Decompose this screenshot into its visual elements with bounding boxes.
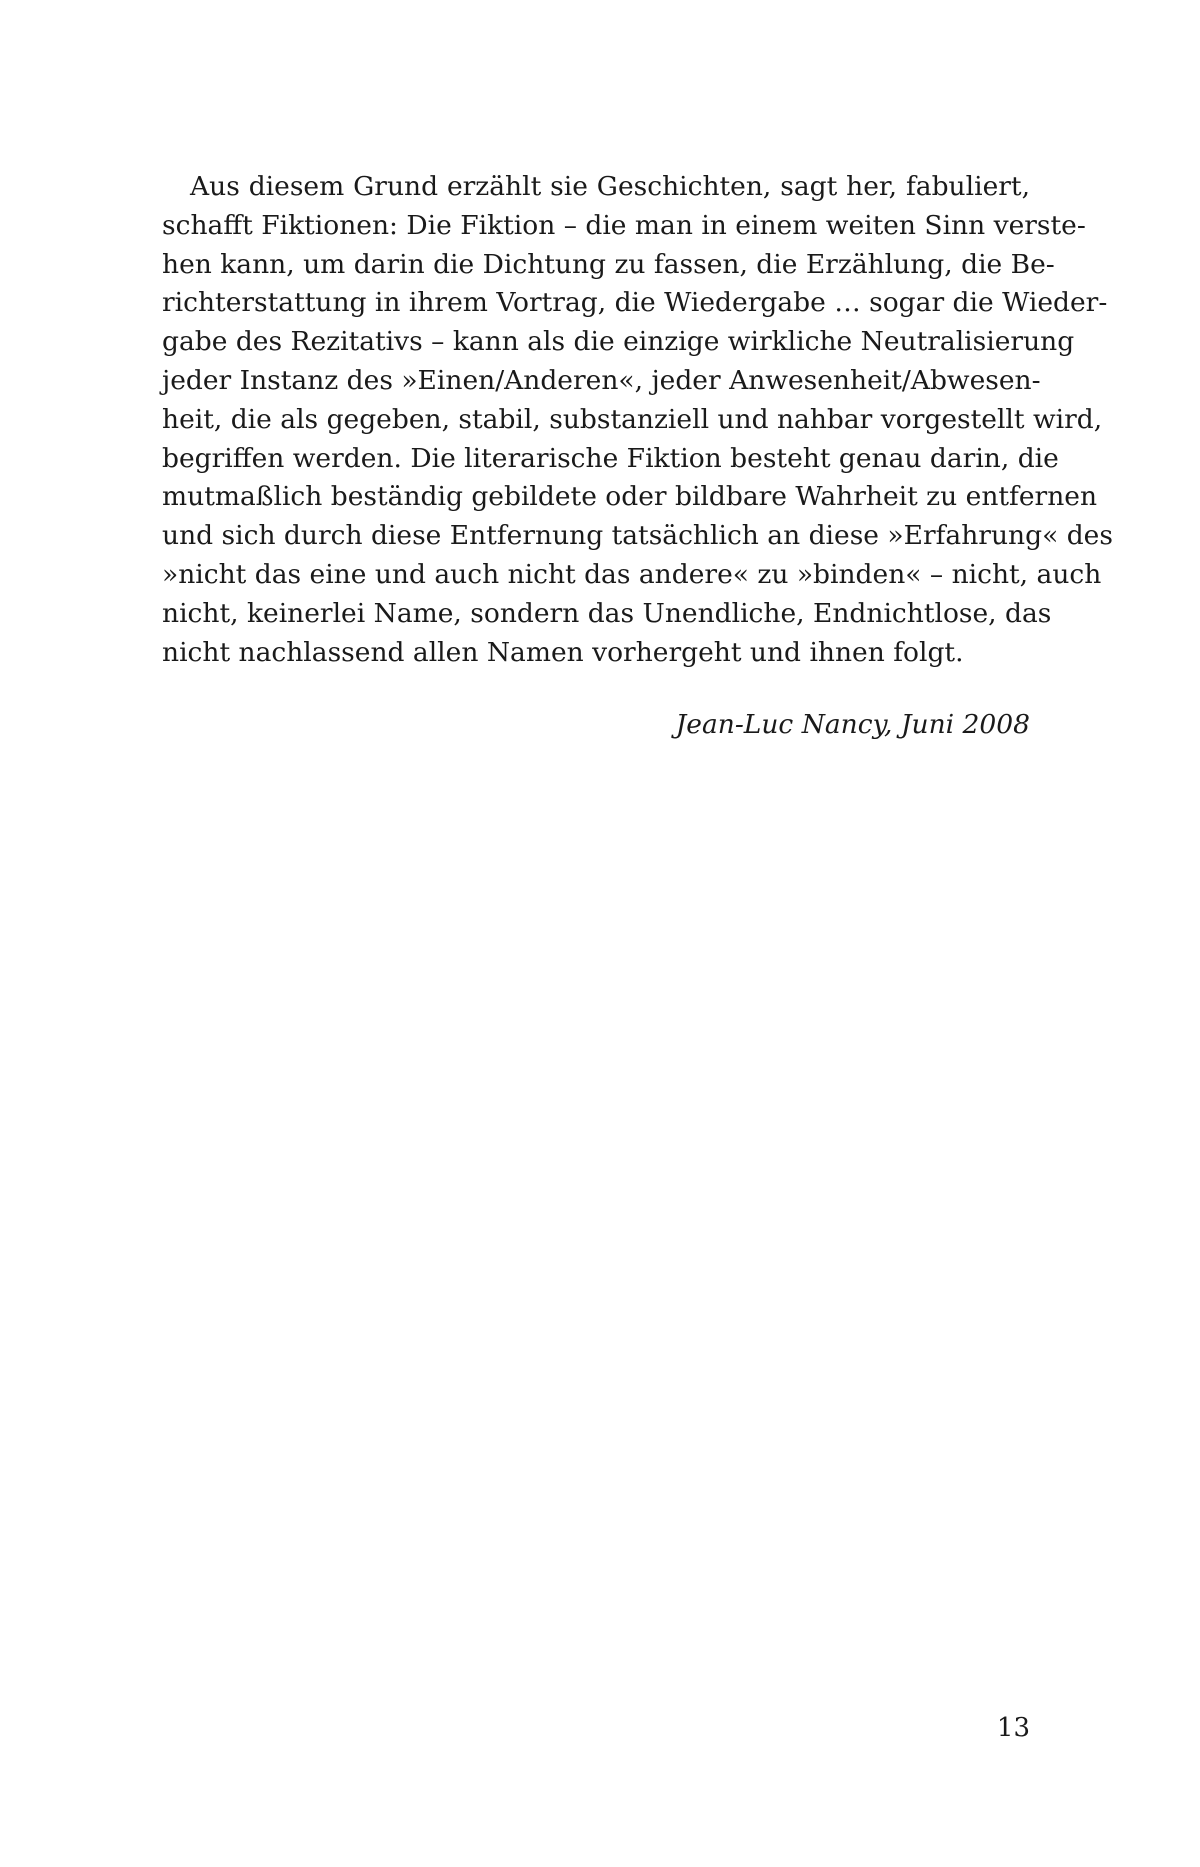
paragraph-line: jeder Instanz des »Einen/Anderen«, jeder Anwesenheit/Abwesen- bbox=[162, 364, 1041, 396]
paragraph-line: nicht nachlassend allen Namen vorhergeht und ihnen folgt. bbox=[162, 636, 964, 668]
paragraph-line: nicht, keinerlei Name, sondern das Unendliche, Endnichtlose, das bbox=[162, 597, 1052, 629]
paragraph-line: und sich durch diese Entfernung tatsächlich an diese »Erfahrung« des bbox=[162, 520, 1113, 552]
paragraph-line: gabe des Rezitativs – kann als die einzige wirkliche Neutralisierung bbox=[162, 326, 1075, 358]
paragraph-line: schafft Fiktionen: Die Fiktion – die man in einem weiten Sinn verste- bbox=[162, 209, 1086, 241]
paragraph-line: Aus diesem Grund erzählt sie Geschichten, sagt her, fabuliert, bbox=[190, 171, 1030, 202]
paragraph-line: »nicht das eine und auch nicht das andere« zu »binden« – nicht, auch bbox=[162, 558, 1102, 590]
author-signature: Jean-Luc Nancy, Juni 2008 bbox=[675, 709, 1030, 740]
paragraph-line: begriffen werden. Die literarische Fiktion besteht genau darin, die bbox=[162, 442, 1059, 474]
paragraph-line: hen kann, um darin die Dichtung zu fassen, die Erzählung, die Be- bbox=[162, 248, 1055, 280]
paragraph-line: mutmaßlich beständig gebildete oder bildbare Wahrheit zu entfernen bbox=[162, 481, 1098, 513]
page-number: 13 bbox=[996, 1713, 1030, 1743]
paragraph-line: richterstattung in ihrem Vortrag, die Wiedergabe … sogar die Wieder- bbox=[162, 287, 1108, 319]
body-paragraph bbox=[162, 168, 1113, 672]
paragraph-line: heit, die als gegeben, stabil, substanziell und nahbar vorgestellt wird, bbox=[162, 403, 1103, 435]
